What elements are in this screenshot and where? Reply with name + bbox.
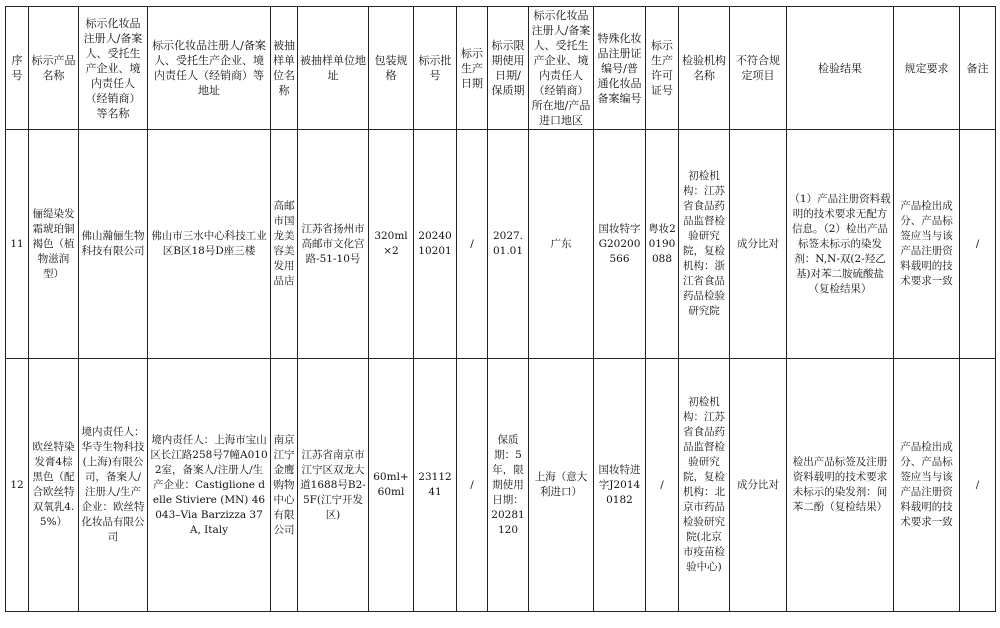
header-row <box>6 7 996 130</box>
cell-remarks: / <box>960 130 996 359</box>
table-row <box>6 359 996 612</box>
header-origin-region: 标示化妆品注册人/备案人、受托生产企业、境内责任人（经销商）所在地/产品进口地区 <box>529 7 594 130</box>
cell-inspection-result: 检出产品标签及注册资料载明的技术要求未标示的染发剂：间苯二酚（复检结果） <box>787 359 894 612</box>
cell-seq: 12 <box>6 359 29 612</box>
header-sampled-unit-name: 被抽样单位名称 <box>271 7 298 130</box>
cell-nonconforming-item: 成分比对 <box>730 130 787 359</box>
cell-expiry-date: 2027.01.01 <box>488 130 529 359</box>
cell-sampled-unit-name: 南京江宁金鹰购物中心有限公司 <box>271 359 298 612</box>
header-package-spec: 包装规格 <box>369 7 414 130</box>
cell-seq: 11 <box>6 130 29 359</box>
header-sampled-unit-address: 被抽样单位地址 <box>298 7 369 130</box>
header-seq: 序号 <box>6 7 29 130</box>
cell-requirement: 产品检出成分、产品标签应当与该产品注册资料载明的技术要求一致 <box>894 130 960 359</box>
cell-sampled-unit-name: 高邮市国龙美容美发用品店 <box>271 130 298 359</box>
cell-registration-number: 国妆特字G20200566 <box>594 130 646 359</box>
cell-production-license: / <box>646 359 679 612</box>
cell-registrant-name: 佛山瀚俪生物科技有限公司 <box>79 130 148 359</box>
cell-registrant-address: 境内责任人：上海市宝山区长江路258号7幢A0102室，备案人/注册人/生产企业：Castiglione delle Stiviere (MN) 46043–Via Barzizza 37A, Italy <box>148 359 271 612</box>
header-production-license: 标示生产许可证号 <box>646 7 679 130</box>
cell-origin-region: 上海（意大利进口） <box>529 359 594 612</box>
cell-remarks: / <box>960 359 996 612</box>
cell-requirement: 产品检出成分、产品标签应当与该产品注册资料载明的技术要求一致 <box>894 359 960 612</box>
header-product-name: 标示产品名称 <box>29 7 79 130</box>
cell-product-name: 俪缇染发霜琥珀铜褐色（植物滋润型） <box>29 130 79 359</box>
cell-batch-number: 2024010201 <box>414 130 457 359</box>
cell-production-date: / <box>457 359 488 612</box>
cell-registration-number: 国妆特进字J20140182 <box>594 359 646 612</box>
inspection-results-table <box>5 6 996 612</box>
cell-inspection-agency: 初检机构：江苏省食品药品监督检验研究院，复检机构：浙江省食品药品检验研究院 <box>679 130 730 359</box>
header-expiry-date: 标示限期使用日期/保质期 <box>488 7 529 130</box>
header-registrant-name: 标示化妆品注册人/备案人、受托生产企业、境内责任人（经销商）等名称 <box>79 7 148 130</box>
table-row <box>6 130 996 359</box>
header-inspection-result: 检验结果 <box>787 7 894 130</box>
header-batch-number: 标示批号 <box>414 7 457 130</box>
cell-sampled-unit-address: 江苏省南京市江宁区双龙大道1688号B2-5F(江宁开发区) <box>298 359 369 612</box>
cell-registrant-address: 佛山市三水中心科技工业区B区18号D座三楼 <box>148 130 271 359</box>
cell-nonconforming-item: 成分比对 <box>730 359 787 612</box>
cell-package-spec: 320ml×2 <box>369 130 414 359</box>
header-production-date: 标示生产日期 <box>457 7 488 130</box>
header-requirement: 规定要求 <box>894 7 960 130</box>
cell-inspection-result: （1）产品注册资料载明的技术要求无配方信息。（2）检出产品标签未标示的染发剂：N,N-双(2-羟乙基)对苯二胺硫酸盐（复检结果） <box>787 130 894 359</box>
cell-batch-number: 2311241 <box>414 359 457 612</box>
header-registrant-address: 标示化妆品注册人/备案人、受托生产企业、境内责任人（经销商）等地址 <box>148 7 271 130</box>
cell-expiry-date: 保质期：5年，限期使用日期：20281120 <box>488 359 529 612</box>
cell-sampled-unit-address: 江苏省扬州市高邮市文化宫路-51-10号 <box>298 130 369 359</box>
header-remarks: 备注 <box>960 7 996 130</box>
header-nonconforming-item: 不符合规定项目 <box>730 7 787 130</box>
header-inspection-agency: 检验机构名称 <box>679 7 730 130</box>
cell-registrant-name: 境内责任人：华寺生物科技(上海)有限公司，备案人/注册人/生产企业：欧丝特化妆品有限公司 <box>79 359 148 612</box>
header-registration-number: 特殊化妆品注册证编号/普通化妆品备案编号 <box>594 7 646 130</box>
cell-production-license: 粤妆20190088 <box>646 130 679 359</box>
cell-inspection-agency: 初检机构：江苏省食品药品监督检验研究院，复检机构：北京市药品检验研究院(北京市疫苗检验中心) <box>679 359 730 612</box>
cell-package-spec: 60ml+60ml <box>369 359 414 612</box>
cell-origin-region: 广东 <box>529 130 594 359</box>
cell-product-name: 欧丝特染发膏4棕黑色（配合欧丝特双氧乳4.5%） <box>29 359 79 612</box>
cell-production-date: / <box>457 130 488 359</box>
